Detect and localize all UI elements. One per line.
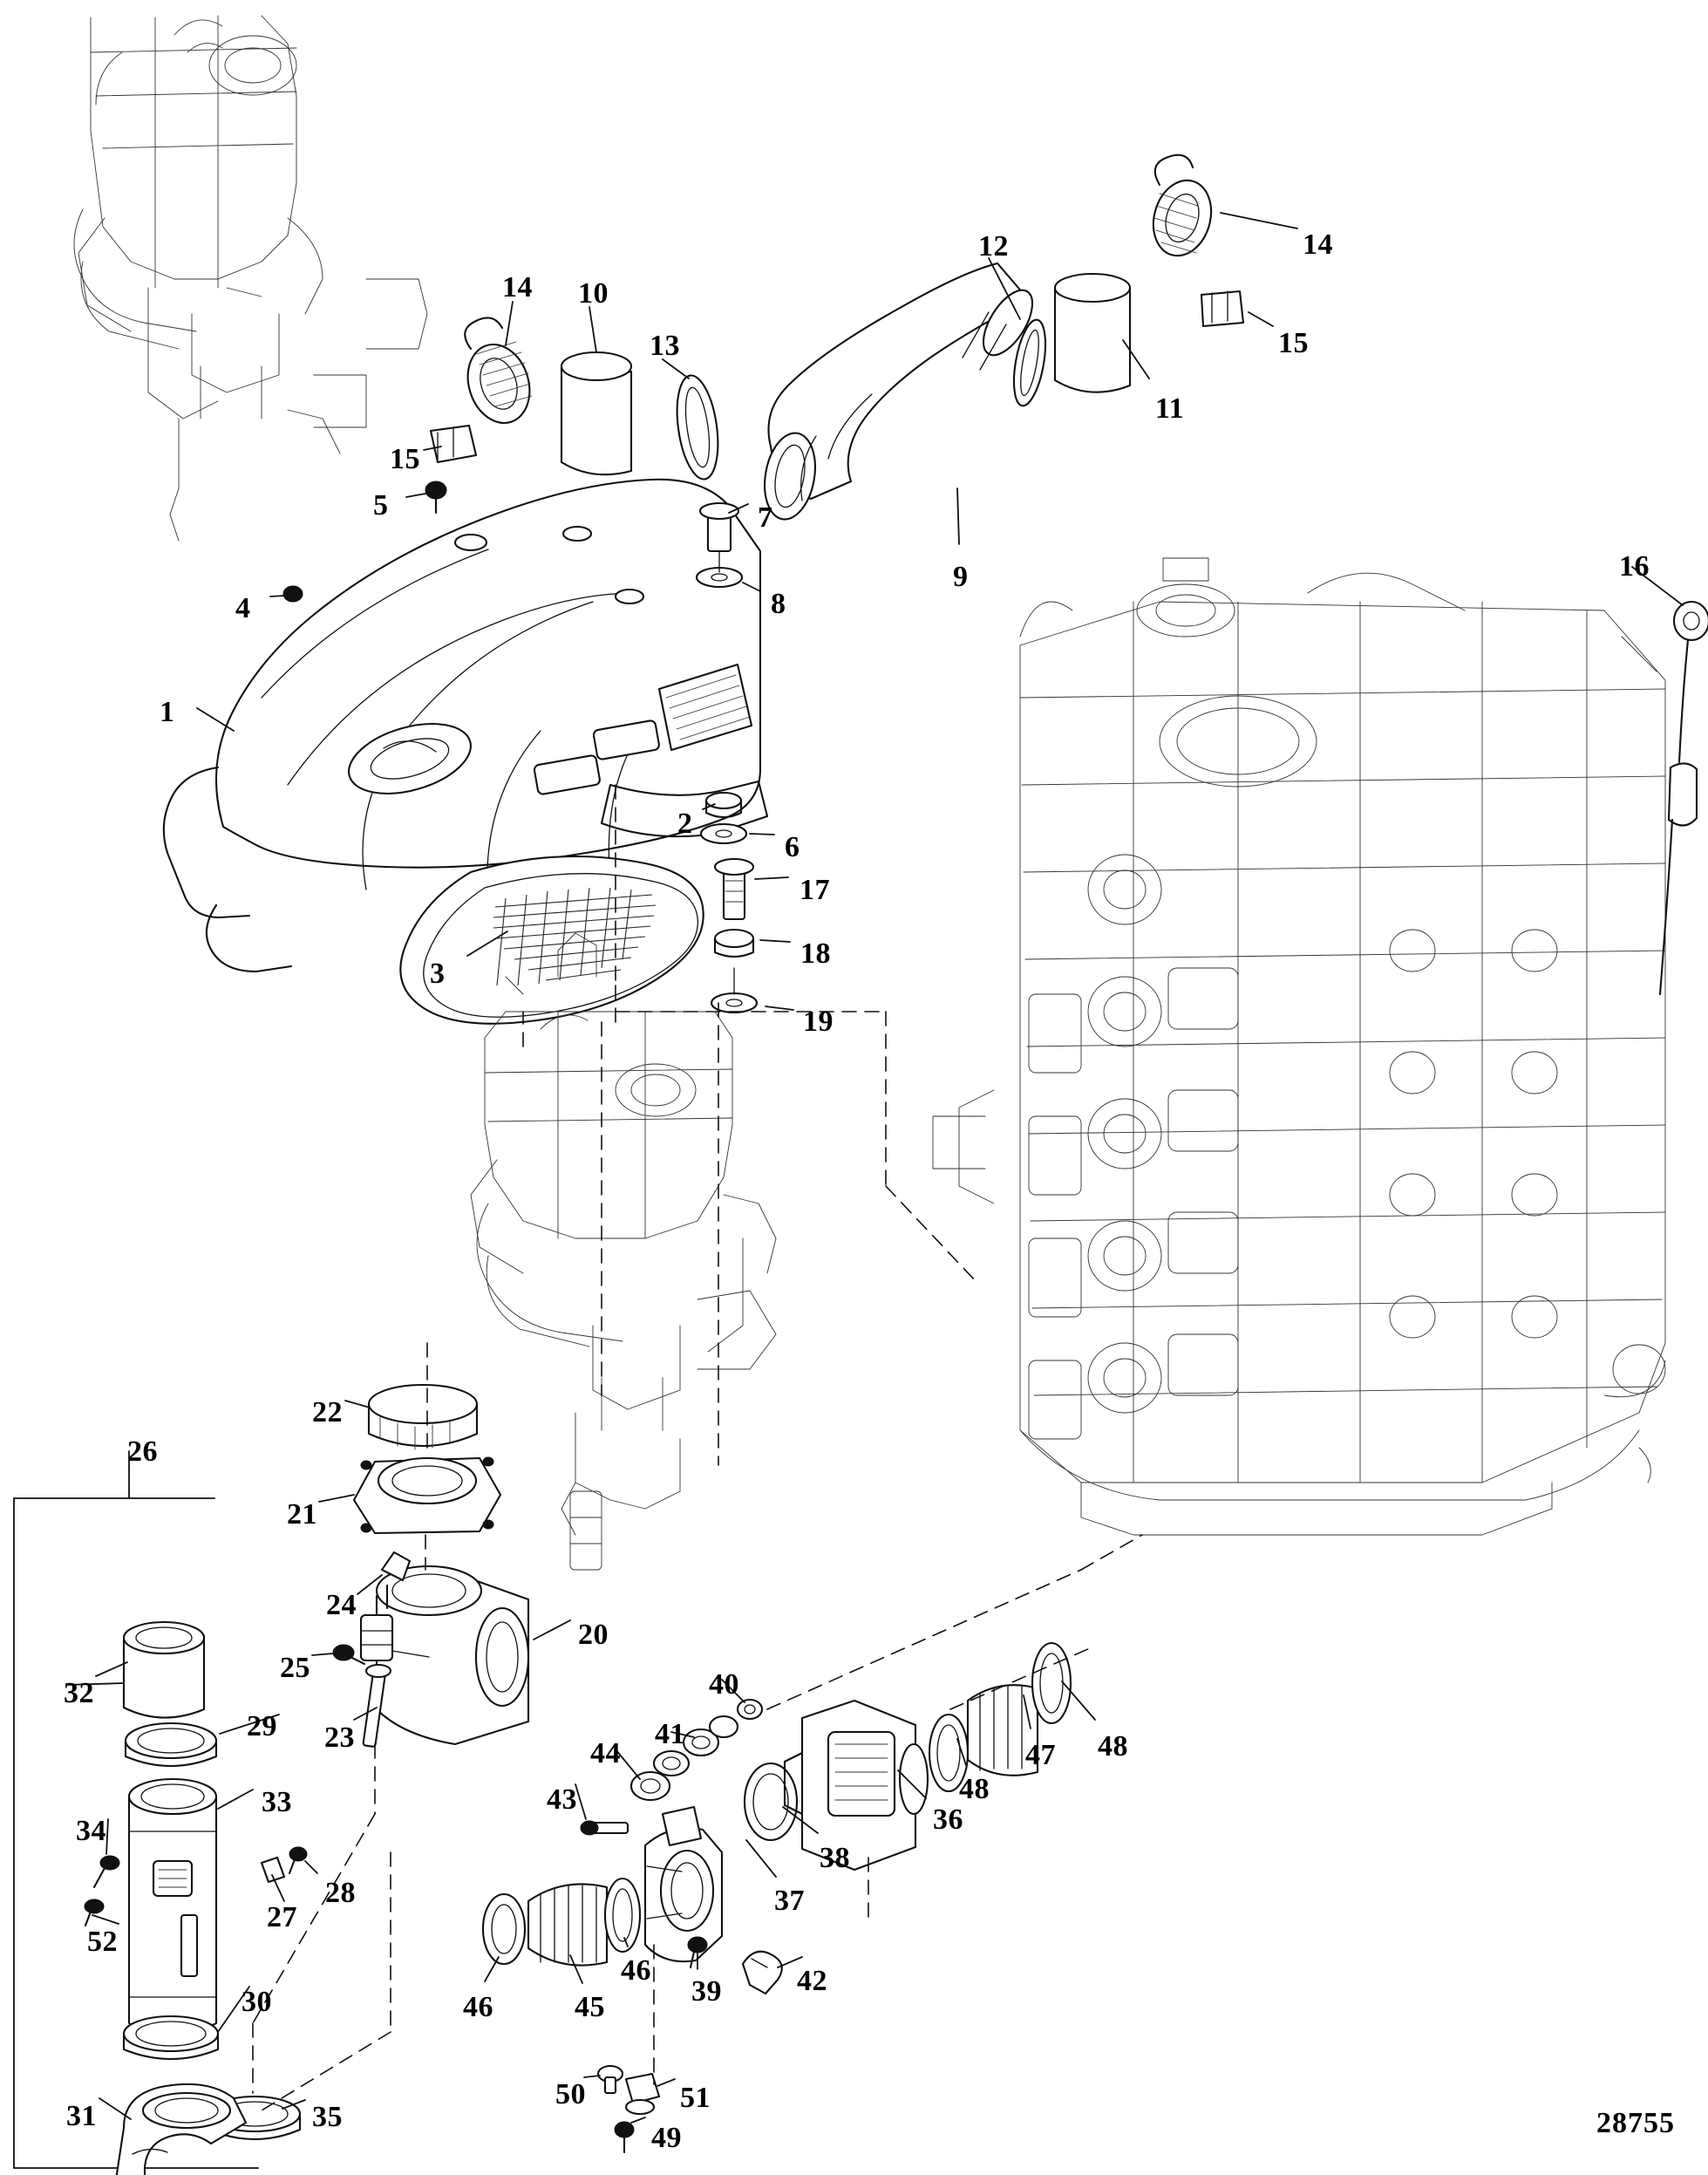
valve-body-part-36 (785, 1701, 928, 1870)
ring-part-29 (126, 1723, 216, 1766)
callout-1: 1 (160, 696, 175, 728)
callout-37: 37 (774, 1885, 805, 1917)
callout-51: 51 (680, 2082, 711, 2114)
ring-part-48-right (1032, 1643, 1071, 1723)
screw-part-43 (581, 1821, 628, 1835)
callout-7: 7 (758, 501, 773, 534)
bellows-hose-part-45 (528, 1884, 607, 1965)
callout-25: 25 (280, 1652, 310, 1684)
intake-hose-assembly (431, 155, 1243, 523)
air-filter-element-part-3 (400, 856, 703, 1024)
sensor-housing-part-37 (645, 1807, 722, 1961)
callout-14-left: 14 (502, 271, 533, 303)
callout-31: 31 (66, 2100, 97, 2132)
cylinder-block-assembly (933, 558, 1665, 1535)
callout-4: 4 (235, 592, 251, 624)
ring-part-30 (124, 2016, 218, 2059)
screw-part-28 (289, 1847, 307, 1873)
callout-50: 50 (555, 2078, 586, 2110)
hose-clamp-part-14-left (458, 317, 539, 431)
intake-elbow-hose-part-9 (759, 263, 1042, 523)
callout-24: 24 (326, 1589, 357, 1621)
callout-16: 16 (1619, 550, 1650, 583)
screw-part-25 (333, 1645, 364, 1664)
hose-sleeve-part-10 (561, 352, 631, 474)
ring-part-46-right (605, 1878, 640, 1952)
callout-30: 30 (242, 1986, 272, 2018)
sleeve-part-32 (124, 1622, 204, 1718)
callout-40: 40 (709, 1668, 739, 1701)
callout-29: 29 (247, 1710, 277, 1742)
callout-49: 49 (651, 2122, 682, 2154)
callout-8: 8 (771, 588, 786, 620)
callout-32: 32 (64, 1677, 94, 1709)
callout-19: 19 (803, 1006, 834, 1038)
callout-14-right: 14 (1303, 228, 1333, 261)
callout-46-left: 46 (463, 1991, 493, 2023)
callout-2: 2 (677, 808, 693, 840)
callout-35: 35 (312, 2101, 343, 2133)
callout-10: 10 (578, 277, 609, 310)
callout-22: 22 (312, 1396, 343, 1428)
callout-21: 21 (287, 1498, 317, 1531)
callout-47: 47 (1025, 1739, 1056, 1771)
callout-6: 6 (785, 831, 800, 863)
callout-48-left: 48 (959, 1773, 990, 1805)
callout-17: 17 (800, 874, 830, 906)
o-ring-part-38 (745, 1763, 797, 1840)
fastener-part-40 (738, 1700, 762, 1719)
callout-46-right: 46 (621, 1954, 651, 1987)
clamp-part-22 (369, 1385, 477, 1449)
hose-ring-part-13 (671, 373, 724, 482)
sensor-part-51 (626, 2074, 659, 2114)
ring-part-46-left (483, 1894, 525, 1964)
drawing-number: 28755 (1596, 2107, 1675, 2139)
callout-26: 26 (127, 1435, 158, 1468)
screw-part-52 (85, 1899, 104, 1926)
screw-part-34 (94, 1856, 119, 1887)
callout-13: 13 (650, 330, 680, 362)
callout-11: 11 (1155, 392, 1185, 425)
callout-27: 27 (267, 1901, 297, 1933)
screw-part-50 (598, 2066, 623, 2093)
callout-43: 43 (547, 1783, 577, 1816)
callout-12: 12 (978, 230, 1009, 262)
callout-5: 5 (373, 489, 389, 522)
callout-38: 38 (820, 1842, 850, 1874)
callout-45: 45 (575, 1991, 605, 2023)
callout-33: 33 (262, 1786, 292, 1818)
bolt-part-17 (715, 859, 753, 919)
callout-28: 28 (325, 1877, 356, 1909)
hose-clip-part-15-right (1201, 291, 1243, 326)
callout-41: 41 (655, 1718, 685, 1750)
callout-39: 39 (691, 1975, 722, 2008)
callout-52: 52 (87, 1926, 118, 1958)
callout-20: 20 (578, 1619, 609, 1651)
throttle-body-part-20 (361, 1566, 528, 1744)
callout-23: 23 (324, 1722, 355, 1754)
filter-canister-part-33 (129, 1779, 216, 2035)
screw-part-49 (615, 2122, 634, 2152)
hose-clip-part-15-left (431, 426, 476, 462)
callout-3: 3 (430, 958, 446, 990)
callout-44: 44 (590, 1737, 621, 1769)
upper-left-assembly (74, 16, 427, 541)
flange-part-21 (354, 1457, 500, 1533)
throttle-body-group (333, 1385, 528, 1747)
oil-dipstick-part-16 (1660, 602, 1708, 994)
grommet-part-18 (715, 930, 753, 957)
clip-part-42 (743, 1952, 782, 1994)
intake-elbow-part-31 (115, 2084, 246, 2175)
callout-15-right: 15 (1278, 327, 1309, 359)
callout-15-left: 15 (390, 443, 420, 475)
callout-34: 34 (76, 1815, 106, 1847)
callout-36: 36 (933, 1803, 963, 1836)
callout-18: 18 (800, 938, 831, 970)
hose-clamp-part-14-right (1145, 155, 1220, 262)
callout-9: 9 (953, 561, 969, 593)
washer-part-6 (701, 824, 746, 843)
hose-sleeve-part-11 (1055, 274, 1130, 392)
nut-part-4 (283, 586, 303, 602)
filter-canister-stack (85, 1622, 307, 2175)
nut-part-5 (425, 481, 446, 499)
callout-48-right: 48 (1098, 1730, 1128, 1762)
middle-vapor-separator-assembly (471, 933, 776, 1570)
callout-42: 42 (797, 1965, 827, 1997)
washer-part-44 (631, 1751, 689, 1800)
